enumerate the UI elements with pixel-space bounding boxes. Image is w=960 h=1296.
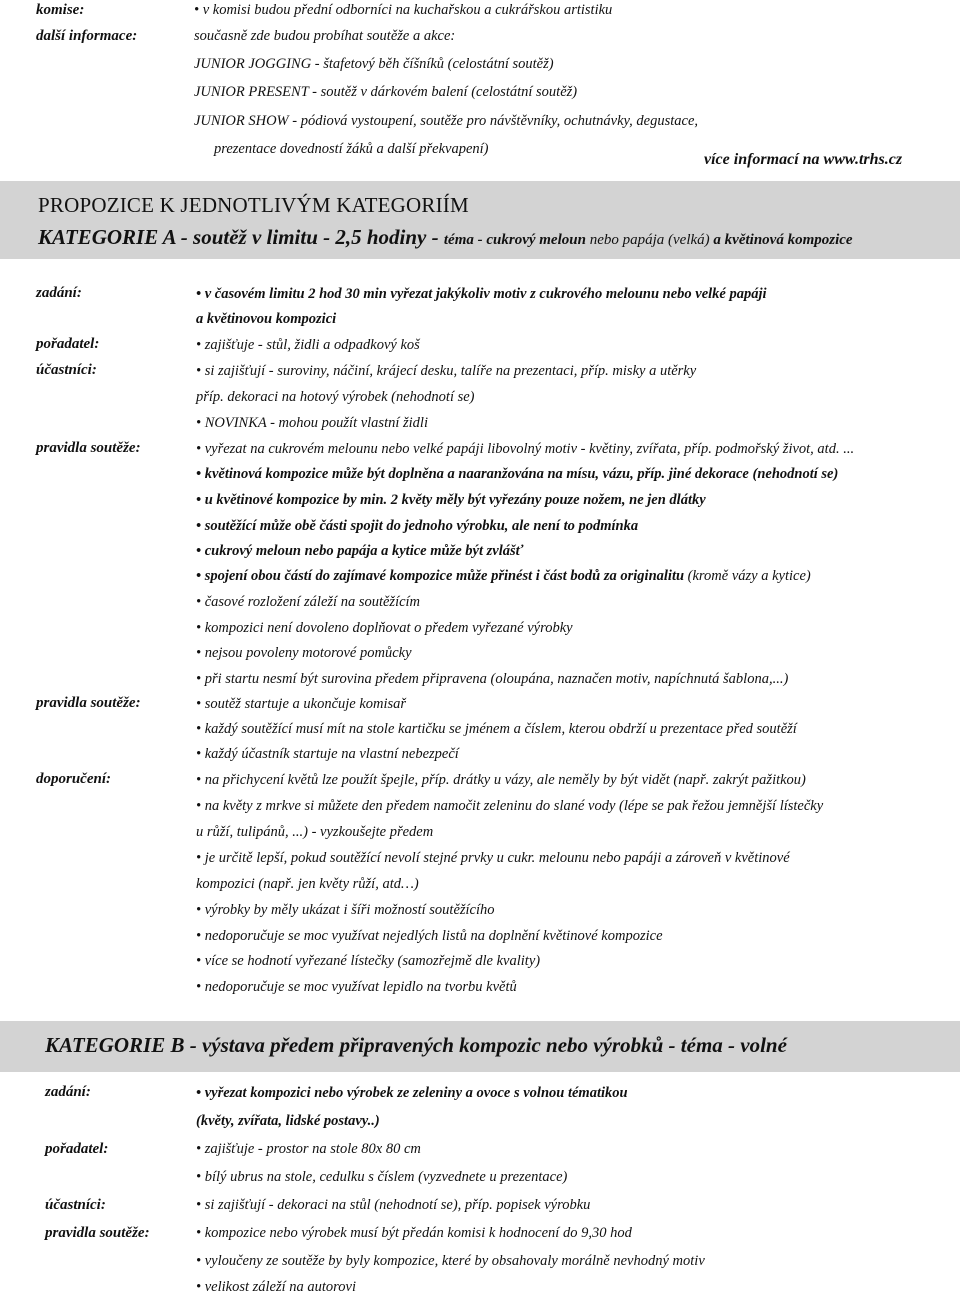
- rule-line: • při startu nesmí být surovina předem připravena (oloupána, naznačen motiv, napíchnutá šablona,...): [196, 671, 789, 687]
- rule-line: • více se hodnotí vyřezané lístečky (samozřejmě dle kvality): [196, 953, 541, 969]
- zadani-label: zadání:: [36, 285, 82, 301]
- rule-line: • kompozici není dovoleno doplňovat o předem vyřezané výrobky: [196, 620, 573, 636]
- info-line: JUNIOR SHOW - pódiová vystoupení, soutěže pro návštěvníky, ochutnávky, degustace,: [194, 113, 699, 129]
- info-line: současně zde budou probíhat soutěže a akce:: [194, 28, 456, 44]
- rule-line: • soutěž startuje a ukončuje komisař: [196, 696, 407, 712]
- poradatel-label: pořadatel:: [45, 1141, 109, 1157]
- rule-line: kompozici (např. jen květy růží, atd…): [196, 876, 419, 892]
- subtitle-alt: nebo papája (velká): [589, 232, 714, 248]
- rule-line-bold: • spojení obou částí do zajímavé kompozice může přinést i část bodů za originalitu: [196, 568, 688, 584]
- rule-line: • NOVINKA - mohou použít vlastní židli: [196, 415, 428, 431]
- rule-line: • si zajišťují - dekoraci na stůl (nehodnotí se), příp. popisek výrobku: [196, 1197, 591, 1213]
- dalsi-informace-label: další informace:: [36, 28, 138, 44]
- info-line: JUNIOR PRESENT - soutěž v dárkovém balení (celostátní soutěž): [194, 84, 578, 100]
- zadani-label: zadání:: [45, 1084, 91, 1100]
- info-line: prezentace dovedností žáků a další překvapení): [214, 141, 489, 157]
- rule-line: • nejsou povoleny motorové pomůcky: [196, 645, 412, 661]
- subtitle-floral: a květinová kompozice: [713, 232, 853, 248]
- rule-line: • vyřezat kompozici nebo výrobek ze zeleniny a ovoce s volnou tématikou: [196, 1085, 628, 1101]
- pravidla-label: pravidla soutěže:: [36, 695, 141, 711]
- rule-line: • kompozice nebo výrobek musí být předán komisi k hodnocení do 9,30 hod: [196, 1225, 632, 1241]
- rule-line: [196, 568, 811, 585]
- section-a-subtitle: [38, 225, 853, 250]
- rule-line: • nedoporučuje se moc využívat lepidlo na tvorbu květů: [196, 979, 517, 995]
- section-b-banner: [0, 1021, 960, 1072]
- rule-line: • v časovém limitu 2 hod 30 min vyřezat jakýkoliv motiv z cukrového melounu nebo velké papáji: [196, 286, 767, 302]
- rule-line: a květinovou kompozici: [196, 311, 337, 327]
- poradatel-label: pořadatel:: [36, 336, 100, 352]
- rule-line: • každý účastník startuje na vlastní nebezpečí: [196, 746, 459, 762]
- komise-label: komise:: [36, 2, 85, 18]
- section-a-title: PROPOZICE K JEDNOTLIVÝM KATEGORIÍM: [38, 193, 469, 217]
- rule-line: • vyloučeny ze soutěže by byly kompozice, které by obsahovaly morálně nevhodný motiv: [196, 1253, 705, 1269]
- more-info-link: více informací na www.trhs.cz: [704, 151, 903, 168]
- info-line: JUNIOR JOGGING - štafetový běh číšníků (celostátní soutěž): [194, 56, 554, 72]
- rule-line: • květinová kompozice může být doplněna a naaranžována na mísu, vázu, příp. jiné dekorace (nehodnotí se): [196, 466, 839, 482]
- pravidla-label: pravidla soutěže:: [36, 440, 141, 456]
- rule-line: • časové rozložení záleží na soutěžícím: [196, 594, 421, 610]
- rule-line: příp. dekoraci na hotový výrobek (nehodnotí se): [196, 389, 475, 405]
- rule-line: • si zajišťují - suroviny, náčiní, krájecí desku, talíře na prezentaci, příp. misky a utěrky: [196, 363, 697, 379]
- rule-line: (květy, zvířata, lidské postavy..): [196, 1113, 380, 1129]
- doporuceni-label: doporučení:: [36, 771, 111, 787]
- rule-line: u růží, tulipánů, ...) - vyzkoušejte předem: [196, 824, 434, 840]
- rule-line: • soutěžící může obě části spojit do jednoho výrobku, ale není to podmínka: [196, 518, 639, 534]
- rule-line-suffix: (kromě vázy a kytice): [687, 568, 811, 584]
- rule-line: • výrobky by měly ukázat i šíři možností soutěžícího: [196, 902, 495, 918]
- rule-line: • nedoporučuje se moc využívat nejedlých listů na doplnění květinové kompozice: [196, 928, 663, 944]
- komise-text: • v komisi budou přední odborníci na kuchařskou a cukrářskou artistiku: [194, 2, 613, 18]
- rule-line: • velikost záleží na autorovi: [196, 1279, 356, 1295]
- section-b-title: KATEGORIE B - výstava předem připravených kompozic nebo výrobků - téma - volné: [45, 1033, 787, 1057]
- rule-line: • bílý ubrus na stole, cedulku s číslem (vyzvednete u prezentace): [196, 1169, 568, 1185]
- ucastnici-label: účastníci:: [36, 362, 97, 378]
- ucastnici-label: účastníci:: [45, 1197, 106, 1213]
- rule-line: • každý soutěžící musí mít na stole kartičku se jménem a číslem, kterou obdrží u prezentace před soutěží: [196, 721, 797, 737]
- pravidla-label: pravidla soutěže:: [45, 1225, 150, 1241]
- rule-line: • zajišťuje - prostor na stole 80x 80 cm: [196, 1141, 421, 1157]
- rule-line: • zajišťuje - stůl, židli a odpadkový koš: [196, 337, 420, 353]
- subtitle-theme: téma - cukrový meloun: [443, 232, 590, 248]
- rule-line: • je určitě lepší, pokud soutěžící nevolí stejné prvky u cukr. melounu nebo papáji a zároveň v květinové: [196, 850, 790, 866]
- subtitle-main: KATEGORIE A - soutěž v limitu - 2,5 hodiny -: [38, 225, 444, 249]
- rule-line: • na květy z mrkve si můžete den předem namočit zeleninu do slané vody (lépe se pak řežou jemnější lístečky: [196, 798, 824, 814]
- rule-line: • vyřezat na cukrovém melounu nebo velké papáji libovolný motiv - květiny, zvířata, příp. podmořský život, atd. ...: [196, 441, 855, 457]
- rule-line: • cukrový meloun nebo papája a kytice může být zvlášť: [196, 543, 524, 559]
- rule-line: • na přichycení květů lze použít špejle, příp. drátky u vázy, ale neměly by být vidět (např. zakrýt pažitkou): [196, 772, 806, 788]
- rule-line: • u květinové kompozice by min. 2 květy měly být vyřezány pouze nožem, ne jen dlátky: [196, 492, 706, 508]
- section-a-banner: [0, 181, 960, 259]
